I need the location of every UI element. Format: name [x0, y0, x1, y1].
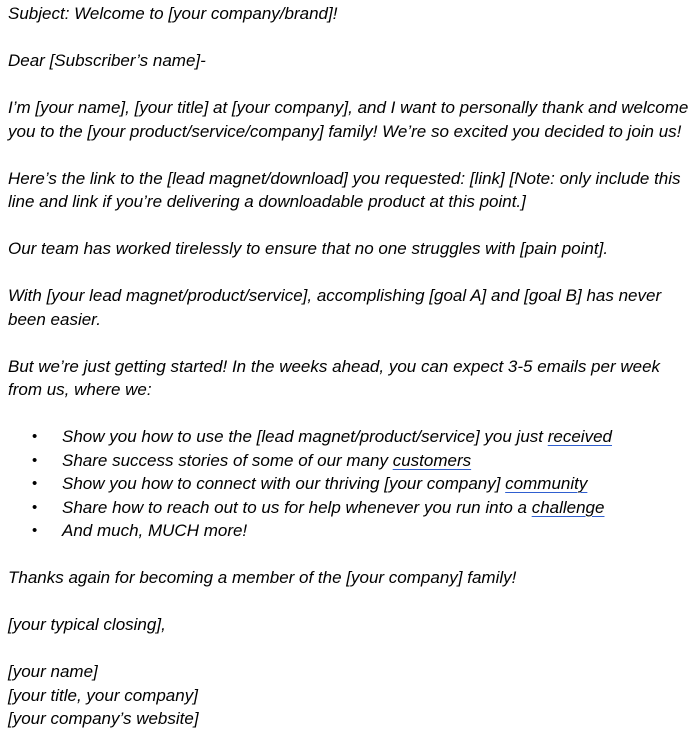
- list-item: [8, 472, 692, 496]
- list-item: [8, 519, 692, 543]
- email-template-document: [8, 2, 692, 731]
- signature-name: [your name]: [8, 662, 98, 681]
- signature-website: [your company’s website]: [8, 709, 199, 728]
- bullet-icon: •: [32, 475, 38, 492]
- spellcheck-word[interactable]: community: [505, 474, 588, 493]
- spellcheck-word[interactable]: received: [547, 427, 612, 446]
- link-paragraph: Here’s the link to the [lead magnet/download] you requested: [link] [Note: only include this line and link if you’re delivering a downloadable product at this point.]: [8, 168, 681, 211]
- list-item-text: Show you how to use the [lead magnet/product/service] you just: [62, 427, 548, 446]
- spellcheck-word[interactable]: customers: [392, 450, 472, 470]
- expect-paragraph: But we’re just getting started! In the weeks ahead, you can expect 3-5 emails per week from us, where we:: [8, 356, 661, 399]
- bullet-icon: •: [32, 522, 38, 539]
- thanks-paragraph: Thanks again for becoming a member of the [your company] family!: [8, 568, 517, 587]
- bullet-icon: •: [32, 498, 38, 516]
- email-greeting: Dear [Subscriber’s name]-: [8, 51, 206, 70]
- list-item: [8, 496, 692, 520]
- spellcheck-word[interactable]: challenge: [531, 497, 605, 517]
- bullet-icon: •: [32, 428, 38, 445]
- list-item-text: Share how to reach out to us for help whenever you run into a: [62, 497, 532, 517]
- signature-block: [8, 660, 692, 731]
- bullet-icon: •: [32, 451, 38, 469]
- signature-title: [your title, your company]: [8, 685, 198, 705]
- goal-paragraph: With [your lead magnet/product/service], accomplishing [goal A] and [goal B] has never been easier.: [8, 286, 662, 329]
- list-item-text: Share success stories of some of our many: [62, 450, 393, 470]
- team-paragraph: Our team has worked tirelessly to ensure that no one struggles with [pain point].: [8, 239, 609, 258]
- list-item-text: Show you how to connect with our thriving [your company]: [62, 474, 506, 493]
- list-item: [8, 425, 692, 449]
- benefits-list: [8, 425, 692, 543]
- list-item: [8, 449, 692, 473]
- list-item-text: And much, MUCH more!: [62, 521, 248, 540]
- email-subject: Subject: Welcome to [your company/brand]!: [8, 4, 338, 23]
- closing-line: [your typical closing],: [8, 615, 166, 634]
- intro-paragraph: I’m [your name], [your title] at [your company], and I want to personally thank and welcome you to the [your product/service/company] family! We’re so excited you decided to join us!: [8, 98, 689, 141]
